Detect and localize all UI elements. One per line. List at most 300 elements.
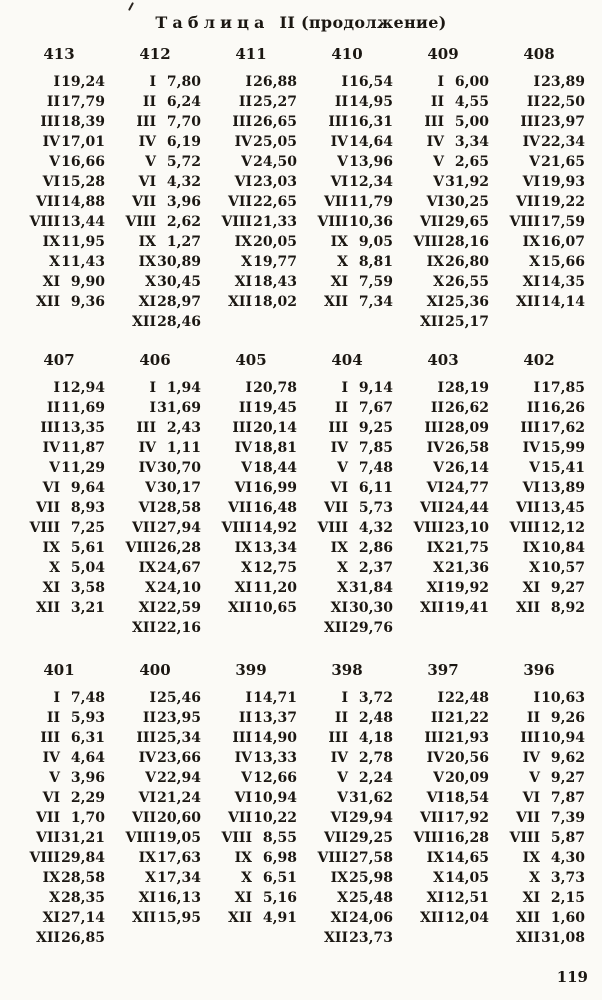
table-row [16, 152, 112, 172]
table-row [112, 688, 208, 708]
month-roman-numeral: VIII [29, 520, 60, 536]
date-value: 7,59 [358, 274, 393, 290]
date-value: 24,06 [349, 910, 393, 926]
month-roman-numeral: IV [138, 134, 156, 150]
date-value: 25,48 [349, 890, 393, 906]
date-value: 9,36 [70, 294, 105, 310]
table-row [16, 848, 112, 868]
month-roman-numeral: X [145, 580, 156, 596]
month-roman-numeral: VIII [317, 850, 348, 866]
date-value: 24,50 [253, 154, 297, 170]
year-header: 409 [427, 45, 459, 63]
table-row [304, 418, 400, 438]
date-value: 12,94 [61, 380, 105, 396]
date-value: 7,25 [70, 520, 105, 536]
date-value: 6,24 [166, 94, 201, 110]
date-value: 11,87 [61, 440, 105, 456]
table-row [400, 768, 496, 788]
month-roman-numeral: VIII [509, 214, 540, 230]
date-value: 24,10 [157, 580, 201, 596]
table-row [400, 418, 496, 438]
month-roman-numeral: I [53, 690, 60, 706]
table-row [16, 498, 112, 518]
month-roman-numeral: XI [234, 580, 252, 596]
month-roman-numeral: II [526, 94, 540, 110]
table-row [112, 458, 208, 478]
month-roman-numeral: V [49, 770, 60, 786]
date-value: 9,05 [358, 234, 393, 250]
month-roman-numeral: III [328, 420, 348, 436]
month-roman-numeral: X [337, 560, 348, 576]
table-row [304, 72, 400, 92]
year-column [304, 350, 400, 638]
date-value: 23,10 [445, 520, 489, 536]
table-row [208, 688, 304, 708]
table-row [208, 252, 304, 272]
month-roman-numeral: IV [138, 460, 156, 476]
month-roman-numeral: XII [516, 930, 540, 946]
month-roman-numeral: V [433, 154, 444, 170]
year-column [400, 350, 496, 638]
date-value: 4,30 [550, 850, 585, 866]
month-roman-numeral: IX [138, 254, 156, 270]
date-value: 18,44 [253, 460, 297, 476]
year-column [208, 44, 304, 332]
year-header: 404 [331, 351, 363, 369]
table-row [208, 888, 304, 908]
date-value: 21,33 [253, 214, 297, 230]
month-roman-numeral: V [529, 154, 540, 170]
table-row [496, 378, 592, 398]
date-value: 16,28 [445, 830, 489, 846]
month-roman-numeral: III [328, 730, 348, 746]
table-row [112, 908, 208, 928]
month-roman-numeral: X [433, 274, 444, 290]
month-roman-numeral: V [337, 790, 348, 806]
month-roman-numeral: II [526, 710, 540, 726]
table-row [304, 252, 400, 272]
table-row [112, 72, 208, 92]
date-value: 5,00 [454, 114, 489, 130]
date-value: 27,94 [157, 520, 201, 536]
table-row [304, 728, 400, 748]
month-roman-numeral: XII [516, 600, 540, 616]
table-row [304, 908, 400, 928]
month-roman-numeral: X [241, 254, 252, 270]
table-row [304, 748, 400, 768]
table-row [16, 538, 112, 558]
date-value: 7,87 [550, 790, 585, 806]
year-header: 401 [43, 661, 75, 679]
date-value: 21,24 [157, 790, 201, 806]
table-row [208, 192, 304, 212]
month-roman-numeral: III [424, 114, 444, 130]
month-roman-numeral: XI [522, 580, 540, 596]
table-row [400, 708, 496, 728]
table-row [496, 828, 592, 848]
date-value: 26,85 [61, 930, 105, 946]
date-value: 31,69 [157, 400, 201, 416]
table-row [400, 908, 496, 928]
table-row [304, 618, 400, 638]
month-roman-numeral: I [53, 74, 60, 90]
month-roman-numeral: XI [522, 274, 540, 290]
table-row [400, 558, 496, 578]
year-column [112, 660, 208, 948]
table-row [208, 478, 304, 498]
table-block-2 [0, 350, 602, 638]
month-roman-numeral: VII [324, 830, 348, 846]
month-roman-numeral: VIII [29, 214, 60, 230]
table-row [208, 418, 304, 438]
year-header: 398 [331, 661, 363, 679]
month-roman-numeral: II [46, 400, 60, 416]
month-roman-numeral: V [337, 460, 348, 476]
month-roman-numeral: III [40, 420, 60, 436]
month-roman-numeral: I [341, 690, 348, 706]
month-roman-numeral: XII [228, 600, 252, 616]
table-row [496, 498, 592, 518]
month-roman-numeral: X [241, 870, 252, 886]
month-roman-numeral: XII [420, 600, 444, 616]
month-roman-numeral: IX [426, 254, 444, 270]
date-value: 10,36 [349, 214, 393, 230]
date-value: 18,43 [253, 274, 297, 290]
date-value: 2,65 [454, 154, 489, 170]
table-row [16, 598, 112, 618]
date-value: 5,93 [70, 710, 105, 726]
month-roman-numeral: VI [234, 480, 252, 496]
date-value: 12,12 [541, 520, 585, 536]
table-row [16, 748, 112, 768]
table-row [496, 928, 592, 948]
date-value: 30,45 [157, 274, 201, 290]
table-row [112, 292, 208, 312]
date-value: 21,65 [541, 154, 585, 170]
date-value: 6,98 [262, 850, 297, 866]
date-value: 13,37 [253, 710, 297, 726]
table-row [304, 112, 400, 132]
month-roman-numeral: VII [132, 520, 156, 536]
table-row [208, 292, 304, 312]
table-row [112, 828, 208, 848]
table-row [496, 728, 592, 748]
table-row [16, 868, 112, 888]
date-value: 25,34 [157, 730, 201, 746]
date-value: 14,90 [253, 730, 297, 746]
table-row [304, 558, 400, 578]
date-value: 7,48 [70, 690, 105, 706]
month-roman-numeral: III [40, 730, 60, 746]
table-row [304, 438, 400, 458]
date-value: 15,28 [61, 174, 105, 190]
month-roman-numeral: V [49, 154, 60, 170]
table-row [208, 72, 304, 92]
month-roman-numeral: IX [426, 850, 444, 866]
date-value: 7,70 [166, 114, 201, 130]
date-value: 10,22 [253, 810, 297, 826]
table-row [208, 728, 304, 748]
table-row [112, 498, 208, 518]
table-row [16, 518, 112, 538]
table-row [208, 748, 304, 768]
year-header: 407 [43, 351, 75, 369]
date-value: 20,60 [157, 810, 201, 826]
year-header: 413 [43, 45, 75, 63]
date-value: 20,09 [445, 770, 489, 786]
date-value: 17,59 [541, 214, 585, 230]
date-value: 17,01 [61, 134, 105, 150]
date-value: 2,43 [166, 420, 201, 436]
month-roman-numeral: IV [234, 134, 252, 150]
table-row [496, 458, 592, 478]
table-row [400, 728, 496, 748]
date-value: 22,34 [541, 134, 585, 150]
table-row [496, 888, 592, 908]
year-header: 406 [139, 351, 171, 369]
table-row [16, 112, 112, 132]
month-roman-numeral: IX [234, 850, 252, 866]
table-row [496, 518, 592, 538]
date-value: 19,77 [253, 254, 297, 270]
table-row [16, 768, 112, 788]
table-row [496, 598, 592, 618]
date-value: 31,92 [445, 174, 489, 190]
month-roman-numeral: III [40, 114, 60, 130]
date-value: 3,34 [454, 134, 489, 150]
table-row [208, 438, 304, 458]
date-value: 11,95 [61, 234, 105, 250]
table-row [496, 418, 592, 438]
date-value: 22,50 [541, 94, 585, 110]
table-row [400, 888, 496, 908]
date-value: 14,65 [445, 850, 489, 866]
table-row [400, 132, 496, 152]
table-row [16, 418, 112, 438]
table-row [400, 272, 496, 292]
date-value: 12,66 [253, 770, 297, 786]
table-row [16, 72, 112, 92]
month-roman-numeral: IV [138, 750, 156, 766]
month-roman-numeral: I [341, 74, 348, 90]
month-roman-numeral: IX [330, 540, 348, 556]
month-roman-numeral: VI [426, 194, 444, 210]
date-value: 9,62 [550, 750, 585, 766]
month-roman-numeral: III [232, 114, 252, 130]
table-row [496, 868, 592, 888]
table-row [112, 768, 208, 788]
table-row [304, 708, 400, 728]
date-value: 31,84 [349, 580, 393, 596]
month-roman-numeral: VIII [125, 540, 156, 556]
month-roman-numeral: VI [138, 500, 156, 516]
month-roman-numeral: III [424, 730, 444, 746]
month-roman-numeral: XI [522, 890, 540, 906]
table-row [112, 748, 208, 768]
table-row [400, 172, 496, 192]
date-value: 14,71 [253, 690, 297, 706]
month-roman-numeral: X [433, 560, 444, 576]
table-row [304, 498, 400, 518]
date-value: 28,09 [445, 420, 489, 436]
month-roman-numeral: IV [42, 440, 60, 456]
date-value: 25,17 [445, 314, 489, 330]
month-roman-numeral: XI [426, 580, 444, 596]
date-value: 14,92 [253, 520, 297, 536]
month-roman-numeral: I [245, 74, 252, 90]
table-row [208, 172, 304, 192]
date-value: 28,19 [445, 380, 489, 396]
month-roman-numeral: V [529, 770, 540, 786]
table-row [496, 748, 592, 768]
table-row [208, 708, 304, 728]
date-value: 4,91 [262, 910, 297, 926]
month-roman-numeral: II [46, 710, 60, 726]
date-value: 5,04 [70, 560, 105, 576]
date-value: 30,17 [157, 480, 201, 496]
date-value: 4,64 [70, 750, 105, 766]
month-roman-numeral: VI [138, 174, 156, 190]
table-row [112, 478, 208, 498]
title-word: Таблица [155, 13, 270, 32]
month-roman-numeral: XII [228, 910, 252, 926]
table-row [400, 398, 496, 418]
table-row [16, 908, 112, 928]
date-value: 4,55 [454, 94, 489, 110]
date-value: 25,46 [157, 690, 201, 706]
month-roman-numeral: IV [426, 750, 444, 766]
year-header: 402 [523, 351, 555, 369]
month-roman-numeral: X [49, 254, 60, 270]
month-roman-numeral: VIII [221, 214, 252, 230]
month-roman-numeral: VII [324, 500, 348, 516]
month-roman-numeral: X [337, 890, 348, 906]
date-value: 13,33 [253, 750, 297, 766]
date-value: 5,16 [262, 890, 297, 906]
table-row [16, 458, 112, 478]
table-row [112, 888, 208, 908]
table-row [496, 768, 592, 788]
table-row [496, 112, 592, 132]
table-row [496, 232, 592, 252]
date-value: 29,76 [349, 620, 393, 636]
date-value: 19,45 [253, 400, 297, 416]
date-value: 12,75 [253, 560, 297, 576]
month-roman-numeral: VII [420, 500, 444, 516]
date-value: 25,27 [253, 94, 297, 110]
year-header: 408 [523, 45, 555, 63]
date-value: 30,89 [157, 254, 201, 270]
table-row [400, 438, 496, 458]
month-roman-numeral: IV [42, 134, 60, 150]
table-row [16, 252, 112, 272]
month-roman-numeral: V [337, 770, 348, 786]
table-block-3 [0, 660, 602, 948]
date-value: 13,44 [61, 214, 105, 230]
table-row [304, 172, 400, 192]
date-value: 9,27 [550, 770, 585, 786]
month-roman-numeral: III [424, 420, 444, 436]
table-row [112, 152, 208, 172]
date-value: 17,34 [157, 870, 201, 886]
table-row [16, 132, 112, 152]
table-row [112, 788, 208, 808]
table-row [208, 232, 304, 252]
date-value: 11,20 [253, 580, 297, 596]
table-row [304, 578, 400, 598]
date-value: 2,29 [70, 790, 105, 806]
month-roman-numeral: VI [330, 810, 348, 826]
date-value: 16,48 [253, 500, 297, 516]
month-roman-numeral: XI [426, 294, 444, 310]
date-value: 6,00 [454, 74, 489, 90]
table-row [112, 438, 208, 458]
date-value: 5,61 [70, 540, 105, 556]
table-row [400, 498, 496, 518]
month-roman-numeral: II [430, 94, 444, 110]
table-row [208, 768, 304, 788]
table-row [304, 272, 400, 292]
date-value: 2,15 [550, 890, 585, 906]
year-header: 400 [139, 661, 171, 679]
date-value: 8,81 [358, 254, 393, 270]
date-value: 12,04 [445, 910, 489, 926]
month-roman-numeral: I [341, 380, 348, 396]
date-value: 28,58 [61, 870, 105, 886]
month-roman-numeral: VI [138, 790, 156, 806]
month-roman-numeral: XII [324, 620, 348, 636]
date-value: 1,60 [550, 910, 585, 926]
page-number: 119 [556, 968, 588, 986]
table-row [16, 398, 112, 418]
month-roman-numeral: IV [330, 440, 348, 456]
table-row [112, 578, 208, 598]
date-value: 19,24 [61, 74, 105, 90]
table-row [304, 538, 400, 558]
month-roman-numeral: IV [426, 134, 444, 150]
date-value: 8,92 [550, 600, 585, 616]
date-value: 15,95 [157, 910, 201, 926]
table-row [304, 688, 400, 708]
date-value: 4,32 [358, 520, 393, 536]
date-value: 29,65 [445, 214, 489, 230]
table-row [112, 708, 208, 728]
month-roman-numeral: VIII [125, 214, 156, 230]
date-value: 13,96 [349, 154, 393, 170]
date-value: 26,62 [445, 400, 489, 416]
date-value: 15,41 [541, 460, 585, 476]
table-row [400, 252, 496, 272]
table-row [112, 868, 208, 888]
table-row [112, 538, 208, 558]
year-column [400, 44, 496, 332]
date-value: 19,93 [541, 174, 585, 190]
date-value: 4,18 [358, 730, 393, 746]
month-roman-numeral: VII [228, 194, 252, 210]
month-roman-numeral: VI [330, 480, 348, 496]
date-value: 8,93 [70, 500, 105, 516]
month-roman-numeral: II [238, 400, 252, 416]
table-row [208, 788, 304, 808]
date-value: 2,48 [358, 710, 393, 726]
date-value: 17,92 [445, 810, 489, 826]
month-roman-numeral: V [433, 174, 444, 190]
date-value: 1,94 [166, 380, 201, 396]
date-value: 19,92 [445, 580, 489, 596]
date-value: 29,25 [349, 830, 393, 846]
month-roman-numeral: VI [426, 480, 444, 496]
date-value: 18,54 [445, 790, 489, 806]
